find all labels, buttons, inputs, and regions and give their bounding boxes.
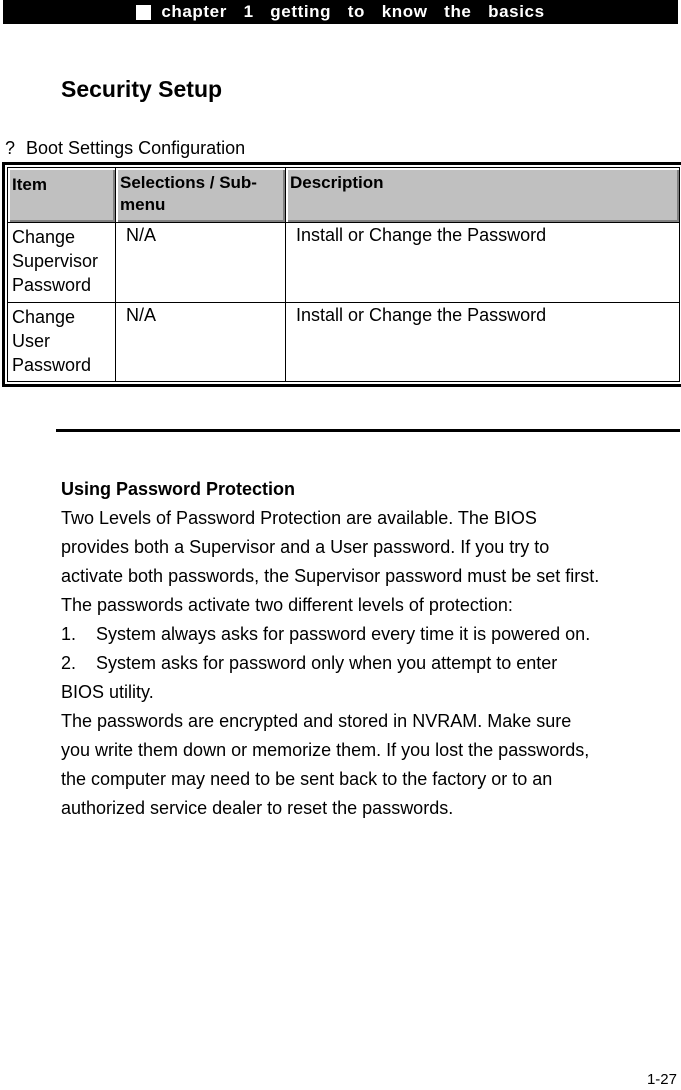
selection-cell: N/A <box>116 302 286 382</box>
body-line: BIOS utility. <box>61 682 154 702</box>
page-number: 1-27 <box>646 1071 677 1088</box>
body-line: authorized service dealer to reset the passwords. <box>61 798 454 818</box>
table-header-row <box>8 168 680 223</box>
body-line: provides both a Supervisor and a User password. If you try to <box>61 537 550 557</box>
bullet-icon: ? <box>5 138 16 158</box>
description-cell: Install or Change the Password <box>286 223 680 303</box>
list-item: 1. System always asks for password every time it is powered on. <box>61 624 591 644</box>
body-line: you write them down or memorize them. If you lost the passwords, <box>61 740 590 760</box>
table-row <box>8 302 680 382</box>
body-line: The passwords are encrypted and stored in NVRAM. Make sure <box>61 711 572 731</box>
body-line: activate both passwords, the Supervisor password must be set first. <box>61 566 600 586</box>
chapter-title: chapter 1 getting to know the basics <box>161 2 545 21</box>
column-header-item: Item <box>8 168 116 223</box>
table-row <box>8 223 680 303</box>
body-line: the computer may need to be sent back to the factory or to an <box>61 769 553 789</box>
description-cell: Install or Change the Password <box>286 302 680 382</box>
item-cell: Change User Password <box>8 302 116 382</box>
subheading <box>5 138 245 159</box>
body-line: Two Levels of Password Protection are available. The BIOS <box>61 508 537 528</box>
horizontal-divider <box>56 429 680 432</box>
body-line: The passwords activate two different levels of protection: <box>61 595 513 615</box>
column-header-description: Description <box>286 168 680 223</box>
column-header-selections: Selections / Sub-menu <box>116 168 286 223</box>
body-section <box>61 475 681 823</box>
list-item: 2. System asks for password only when you attempt to enter <box>61 653 558 673</box>
square-bullet-icon <box>136 5 151 20</box>
settings-table <box>7 167 680 382</box>
subheading-text: Boot Settings Configuration <box>26 138 246 158</box>
selection-cell: N/A <box>116 223 286 303</box>
settings-table-frame <box>2 162 681 387</box>
item-cell: Change Supervisor Password <box>8 223 116 303</box>
chapter-header-bar <box>3 0 678 24</box>
body-heading: Using Password Protection <box>61 479 296 499</box>
section-title: Security Setup <box>61 76 223 102</box>
